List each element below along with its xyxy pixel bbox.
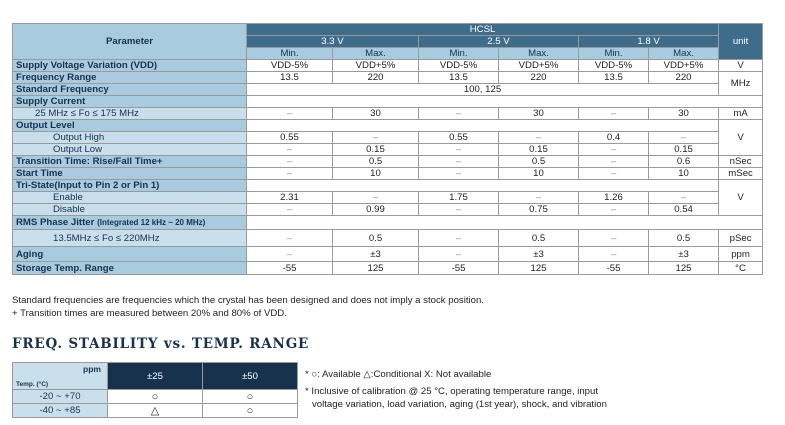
row-sublabel: Enable — [13, 192, 247, 204]
cell: 220 — [499, 72, 579, 84]
cell: VDD+5% — [649, 60, 719, 72]
stability-table — [12, 362, 298, 418]
cell: 0.54 — [649, 204, 719, 216]
hcsl-header: HCSL — [247, 24, 719, 36]
row-storage-temp — [13, 262, 763, 275]
cell: ±3 — [649, 247, 719, 262]
cell: 0.55 — [419, 132, 499, 144]
cell: 10 — [499, 168, 579, 180]
unit-cell: pSec — [719, 230, 763, 247]
cell: – — [247, 247, 333, 262]
row-label: Aging — [13, 247, 247, 262]
conditional-icon: △ — [108, 404, 203, 418]
row-label: Transition Time: Rise/Fall Time+ — [13, 156, 247, 168]
cell: – — [247, 230, 333, 247]
cell: 0.5 — [499, 156, 579, 168]
row-enable — [13, 192, 763, 204]
max-header: Max. — [649, 48, 719, 60]
section-title: FREQ. STABILITY vs. TEMP. RANGE — [12, 336, 310, 352]
cell: 220 — [649, 72, 719, 84]
cell: 10 — [649, 168, 719, 180]
cell: VDD-5% — [247, 60, 333, 72]
cell: – — [333, 192, 419, 204]
cell: 100, 125 — [247, 84, 719, 96]
col-header-25: ±25 — [108, 363, 203, 390]
cell: – — [419, 204, 499, 216]
row-rms-jitter — [13, 216, 763, 230]
cell: – — [247, 156, 333, 168]
row-sublabel: 13.5MHz ≤ Fo ≤ 220MHz — [13, 230, 247, 247]
cell: – — [247, 168, 333, 180]
cell: 13.5 — [419, 72, 499, 84]
available-icon: ○ — [203, 404, 298, 418]
row-start-time — [13, 168, 763, 180]
cell: – — [333, 132, 419, 144]
min-header: Min. — [579, 48, 649, 60]
temp-range: -40 ~ +85 — [13, 404, 108, 418]
min-header: Min. — [247, 48, 333, 60]
corner-temp: Temp. (°C) — [16, 381, 49, 388]
cell: ±3 — [499, 247, 579, 262]
voltage-header-2v5: 2.5 V — [419, 36, 579, 48]
row-label: Storage Temp. Range — [13, 262, 247, 275]
cell: VDD-5% — [419, 60, 499, 72]
jitter-label: RMS Phase Jitter — [16, 217, 95, 228]
cell: 220 — [333, 72, 419, 84]
available-icon: ○ — [203, 390, 298, 404]
row-supply-current-range — [13, 108, 763, 120]
cell: 0.4 — [579, 132, 649, 144]
cell: – — [579, 230, 649, 247]
cell: -55 — [579, 262, 649, 275]
cell: 1.26 — [579, 192, 649, 204]
unit-cell: V — [719, 120, 763, 156]
unit-cell: ppm — [719, 247, 763, 262]
legend-symbols: * ○: Available △:Conditional X: Not available — [305, 369, 492, 380]
max-header: Max. — [499, 48, 579, 60]
row-label: Frequency Range — [13, 72, 247, 84]
row-label: Tri-State(Input to Pin 2 or Pin 1) — [13, 180, 247, 192]
row-sublabel: Disable — [13, 204, 247, 216]
cell: ±3 — [333, 247, 419, 262]
row-label: Output Level — [13, 120, 247, 132]
cell: – — [419, 108, 499, 120]
voltage-header-1v8: 1.8 V — [579, 36, 719, 48]
cell: 0.55 — [247, 132, 333, 144]
voltage-header-3v3: 3.3 V — [247, 36, 419, 48]
row-aging — [13, 247, 763, 262]
cell: VDD+5% — [499, 60, 579, 72]
unit-cell: V — [719, 60, 763, 72]
cell: – — [649, 132, 719, 144]
jitter-note: (Integrated 12 kHz ~ 20 MHz) — [97, 218, 206, 227]
row-sublabel: Output Low — [13, 144, 247, 156]
row-label — [13, 216, 247, 230]
cell: – — [419, 247, 499, 262]
col-header-50: ±50 — [203, 363, 298, 390]
cell: – — [247, 144, 333, 156]
stability-row — [13, 390, 298, 404]
corner-ppm: ppm — [83, 364, 101, 374]
row-sublabel: Output High — [13, 132, 247, 144]
cell: – — [419, 144, 499, 156]
legend — [305, 368, 607, 411]
cell: -55 — [419, 262, 499, 275]
cell: – — [247, 108, 333, 120]
row-standard-frequency — [13, 84, 763, 96]
row-output-low — [13, 144, 763, 156]
legend-inclusive: * Inclusive of calibration @ 25 °C, operating temperature range, input — [305, 386, 599, 397]
cell: 1.75 — [419, 192, 499, 204]
legend-inclusive-cont: voltage variation, load variation, aging (1st year), shock, and vibration — [312, 399, 607, 410]
cell: VDD-5% — [579, 60, 649, 72]
cell: – — [579, 156, 649, 168]
cell: – — [579, 204, 649, 216]
row-label: Supply Voltage Variation (VDD) — [13, 60, 247, 72]
cell: 125 — [499, 262, 579, 275]
row-disable — [13, 204, 763, 216]
unit-cell: nSec — [719, 156, 763, 168]
cell: 30 — [333, 108, 419, 120]
cell: -55 — [247, 262, 333, 275]
row-label: Standard Frequency — [13, 84, 247, 96]
footnote-standard-freq: Standard frequencies are frequencies which the crystal has been designed and does not imply a stock position. — [12, 295, 484, 306]
cell: 0.75 — [499, 204, 579, 216]
cell: – — [649, 192, 719, 204]
footnote-transition: + Transition times are measured between 20% and 80% of VDD. — [12, 308, 287, 319]
cell: 2.31 — [247, 192, 333, 204]
min-header: Min. — [419, 48, 499, 60]
cell: 0.6 — [649, 156, 719, 168]
row-label: Start Time — [13, 168, 247, 180]
cell: – — [579, 144, 649, 156]
parameter-header: Parameter — [13, 24, 247, 60]
cell: 0.5 — [333, 230, 419, 247]
row-supply-voltage — [13, 60, 763, 72]
cell: 30 — [649, 108, 719, 120]
row-transition-time — [13, 156, 763, 168]
footnotes — [12, 294, 484, 320]
cell: – — [579, 108, 649, 120]
cell: – — [499, 132, 579, 144]
cell: – — [579, 168, 649, 180]
cell: 0.15 — [649, 144, 719, 156]
specification-table — [12, 23, 763, 275]
cell: 0.5 — [649, 230, 719, 247]
row-label: Supply Current — [13, 96, 247, 108]
row-sublabel: 25 MHz ≤ Fo ≤ 175 MHz — [13, 108, 247, 120]
row-supply-current — [13, 96, 763, 108]
cell: 10 — [333, 168, 419, 180]
cell: 125 — [649, 262, 719, 275]
unit-cell: mA — [719, 108, 763, 120]
corner-cell — [13, 363, 108, 390]
unit-cell: mSec — [719, 168, 763, 180]
cell: 0.99 — [333, 204, 419, 216]
cell: – — [499, 192, 579, 204]
cell: 30 — [499, 108, 579, 120]
cell: 0.15 — [333, 144, 419, 156]
cell: 125 — [333, 262, 419, 275]
row-tristate — [13, 180, 763, 192]
unit-header: unit — [719, 24, 763, 60]
cell: – — [247, 204, 333, 216]
cell: – — [419, 156, 499, 168]
row-output-level — [13, 120, 763, 132]
available-icon: ○ — [108, 390, 203, 404]
cell: 0.15 — [499, 144, 579, 156]
cell: VDD+5% — [333, 60, 419, 72]
cell: – — [419, 230, 499, 247]
row-frequency-range — [13, 72, 763, 84]
cell: 0.5 — [333, 156, 419, 168]
max-header: Max. — [333, 48, 419, 60]
temp-range: -20 ~ +70 — [13, 390, 108, 404]
unit-cell: °C — [719, 262, 763, 275]
cell: 13.5 — [247, 72, 333, 84]
row-output-high — [13, 132, 763, 144]
stability-row — [13, 404, 298, 418]
unit-cell: V — [719, 180, 763, 216]
unit-cell: MHz — [719, 72, 763, 96]
cell: 0.5 — [499, 230, 579, 247]
cell: – — [579, 247, 649, 262]
row-rms-jitter-range — [13, 230, 763, 247]
cell: 13.5 — [579, 72, 649, 84]
cell: – — [419, 168, 499, 180]
